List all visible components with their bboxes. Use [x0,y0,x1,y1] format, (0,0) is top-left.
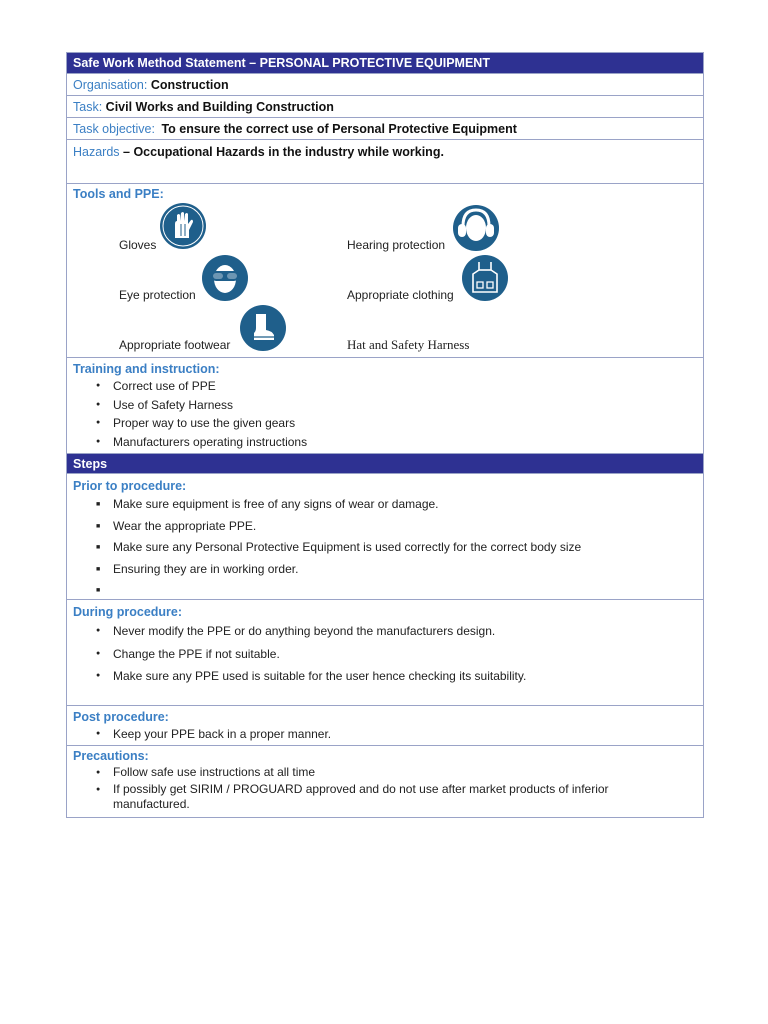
list-item: ● Correct use of PPE [67,377,703,396]
prior-list [67,494,703,596]
task-value: Civil Works and Building Construction [105,100,334,114]
post-section [67,705,703,745]
during-section [67,599,703,705]
list-item: ● Make sure any PPE used is suitable for the user hence checking its suitability. [67,665,703,688]
apron-icon [461,254,509,302]
list-item: ● Follow safe use instructions at all time [67,764,703,781]
task-label: Task: [73,100,103,114]
training-section [67,357,703,453]
precautions-section [67,745,703,817]
task-row [67,95,703,117]
during-heading: During procedure: [73,605,183,619]
hazards-row [67,139,703,183]
safety-boot-icon [239,304,287,352]
objective-row [67,117,703,139]
ear-defenders-icon [452,204,500,252]
during-list [67,620,703,688]
tools-section [67,183,703,357]
ppe-label-hearing: Hearing protection [347,238,446,252]
list-item: ■ Make sure any Personal Protective Equipment is used correctly for the correct body size [67,537,703,559]
ppe-label-clothing: Appropriate clothing [347,288,454,302]
list-item: ● Never modify the PPE or do anything beyond the manufacturers design. [67,620,703,643]
list-item [67,580,703,596]
precautions-heading: Precautions: [73,749,149,763]
ppe-label-eye: Eye protection [119,288,196,302]
list-item: ● Proper way to use the given gears [67,414,703,433]
ppe-label-hat-harness: Hat and Safety Harness [347,337,470,352]
organisation-label: Organisation: [73,78,148,92]
list-item: ■ Make sure equipment is free of any signs of wear or damage. [67,494,703,516]
swms-document [66,52,704,818]
post-list [67,725,703,743]
gloves-icon [159,202,207,250]
list-item: ■ Ensuring they are in working order. [67,559,703,581]
ppe-label-gloves: Gloves [119,238,157,252]
hazards-label: Hazards [73,145,120,159]
post-heading: Post procedure: [73,710,169,724]
list-item: ■ Wear the appropriate PPE. [67,516,703,538]
prior-heading: Prior to procedure: [73,479,187,493]
goggles-icon [201,254,249,302]
list-item: ● Change the PPE if not suitable. [67,643,703,666]
precautions-list [67,764,703,812]
list-item: ● If possibly get SIRIM / PROGUARD approved and do not use after market products of inferior manufactured. [67,782,703,812]
organisation-value: Construction [150,78,229,92]
prior-section [67,473,703,599]
organisation-row [67,73,703,95]
list-item: ● Keep your PPE back in a proper manner. [67,725,703,743]
objective-label: Task objective: [73,122,155,136]
list-item: ● Use of Safety Harness [67,396,703,415]
hazards-value: – Occupational Hazards in the industry while working. [123,145,444,159]
training-list [67,377,703,451]
training-heading: Training and instruction: [73,362,220,376]
ppe-label-footwear: Appropriate footwear [119,338,231,352]
objective-value: To ensure the correct use of Personal Protective Equipment [161,122,517,136]
document-title: Safe Work Method Statement – PERSONAL PROTECTIVE EQUIPMENT [67,53,703,73]
tools-heading: Tools and PPE: [73,187,164,201]
list-item: ● Manufacturers operating instructions [67,433,703,452]
steps-banner: Steps [67,453,703,473]
